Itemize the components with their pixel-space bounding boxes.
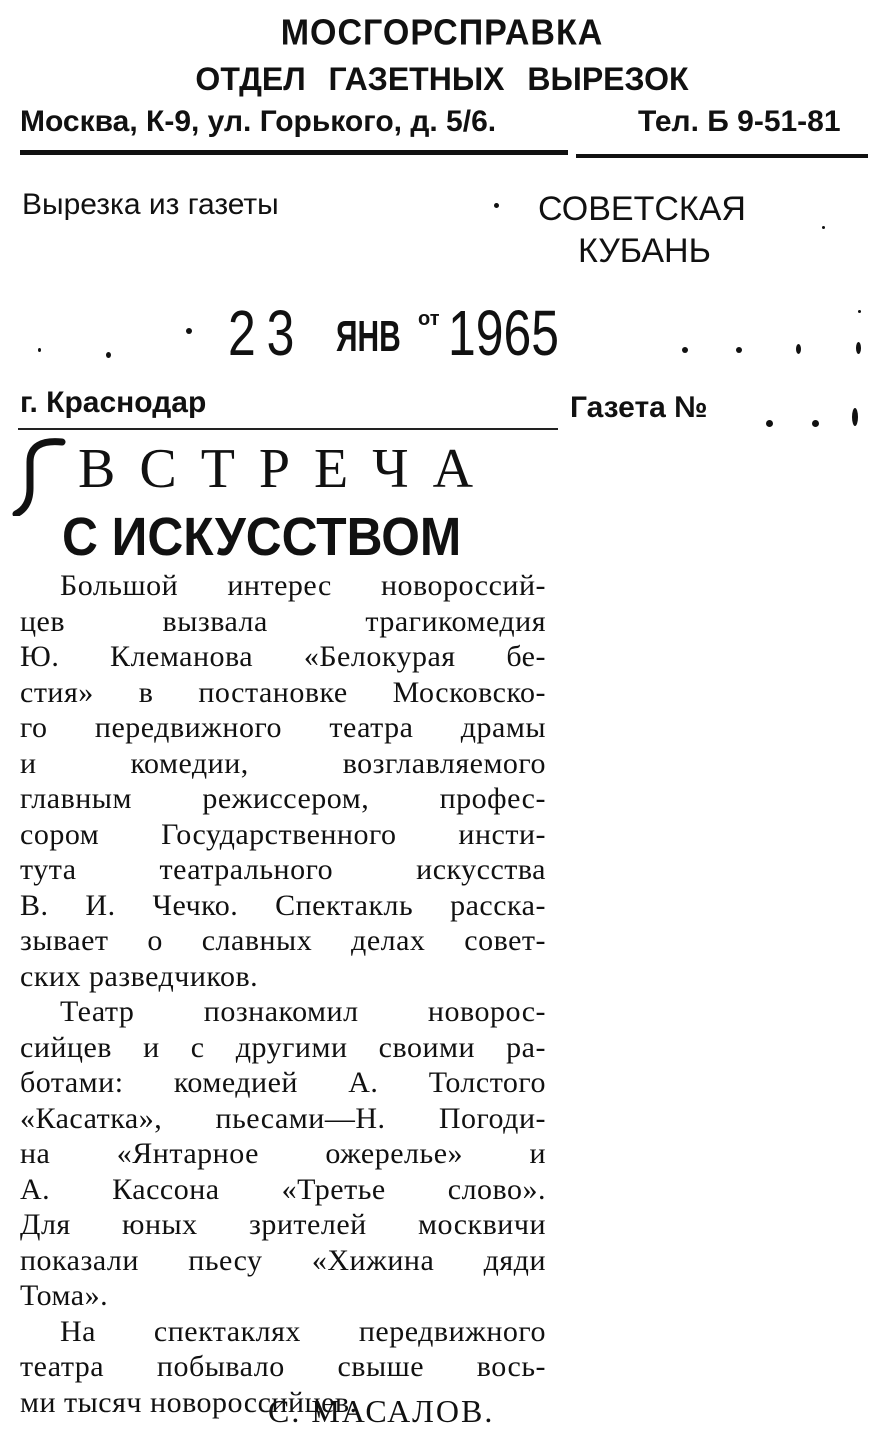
article-title-line1: ВСТРЕЧА: [78, 438, 498, 500]
stamp-dot: [736, 347, 742, 353]
stamp-dot: [106, 352, 111, 358]
article-body: [20, 568, 546, 1420]
text-line: Тома».: [20, 1279, 109, 1312]
text-line: ских разведчиков.: [20, 959, 259, 993]
text-line: тута театрального искусства: [20, 853, 546, 886]
header-divider-right: [576, 154, 868, 158]
agency-name: МОСГОРСПРАВКА: [280, 13, 604, 53]
date-stamp: [228, 296, 590, 376]
stamp-dot: [812, 420, 819, 427]
stamp-dot: [682, 347, 688, 353]
stamp-year: 1965: [448, 297, 560, 369]
text-line: сором Государственного инсти-: [20, 817, 546, 851]
stamp-dot: [494, 203, 499, 208]
text-line: А. Кассона «Третье слово».: [20, 1172, 546, 1206]
address: Москва, К-9, ул. Горького, д. 5/6.: [20, 105, 497, 138]
newspaper-name: [520, 188, 800, 272]
stamp-dot: [38, 348, 41, 352]
article-paragraph-1: [20, 568, 546, 994]
city-underline: [18, 428, 558, 430]
stamp-dot: [852, 408, 858, 426]
stamp-dot: [766, 420, 773, 427]
stamp-dot: [822, 226, 825, 229]
text-line: «Касатка», пьесами—Н. Погоди-: [20, 1101, 546, 1135]
text-line: на «Янтарное ожерелье» и: [20, 1137, 546, 1170]
article-title-line2: С ИСКУССТВОМ: [62, 507, 462, 567]
phone: Тел. Б 9-51-81: [638, 105, 841, 138]
header-divider-left: [20, 150, 568, 155]
text-line: показали пьесу «Хижина дяди: [20, 1243, 546, 1277]
text-line: Ю. Клеманова «Белокурая бе-: [20, 640, 546, 673]
stamp-dot: [858, 310, 861, 313]
text-line: го передвижного театра драмы: [20, 711, 546, 744]
text-line: ботами: комедией А. Толстого: [20, 1066, 546, 1099]
text-line: цев вызвала трагикомедия: [20, 604, 546, 638]
article-author: С. МАСАЛОВ.: [268, 1393, 495, 1429]
clipping-label: Вырезка из газеты: [22, 188, 279, 221]
text-line: зывает о славных делах совет-: [20, 924, 546, 957]
text-line: На спектаклях передвижного: [60, 1314, 546, 1348]
text-line: Большой интерес новороссий-: [60, 569, 546, 602]
text-line: и комедии, возглавляемого: [20, 746, 546, 780]
text-line: главным режиссером, профес-: [20, 782, 546, 815]
stamp-dot: [856, 342, 861, 354]
stamp-dot: [796, 344, 801, 354]
stamp-month: ЯНВ: [336, 312, 401, 361]
newspaper-name-line2: КУБАНЬ: [578, 232, 711, 270]
text-line: Театр познакомил новорос-: [60, 995, 546, 1028]
stamp-dot: [186, 328, 192, 334]
issue-number-label: Газета №: [570, 391, 708, 424]
city-label: г. Краснодар: [20, 386, 207, 419]
text-line: ми тысяч новороссийцев.: [20, 1385, 358, 1419]
text-line: сийцев и с другими своими ра-: [20, 1030, 546, 1064]
text-line: Для юных зрителей москвичи: [20, 1208, 546, 1241]
text-line: театра побывало свыше вось-: [20, 1350, 546, 1383]
text-line: стия» в постановке Московско-: [20, 675, 546, 709]
text-line: В. И. Чечко. Спектакль расска-: [20, 888, 546, 922]
department-name: ОТДЕЛ ГАЗЕТНЫХ ВЫРЕЗОК: [195, 61, 689, 97]
article-paragraph-2: [20, 994, 546, 1314]
stamp-separator: от: [418, 308, 440, 330]
newspaper-name-line1: СОВЕТСКАЯ: [538, 190, 746, 228]
stamp-day: 23: [228, 297, 306, 369]
